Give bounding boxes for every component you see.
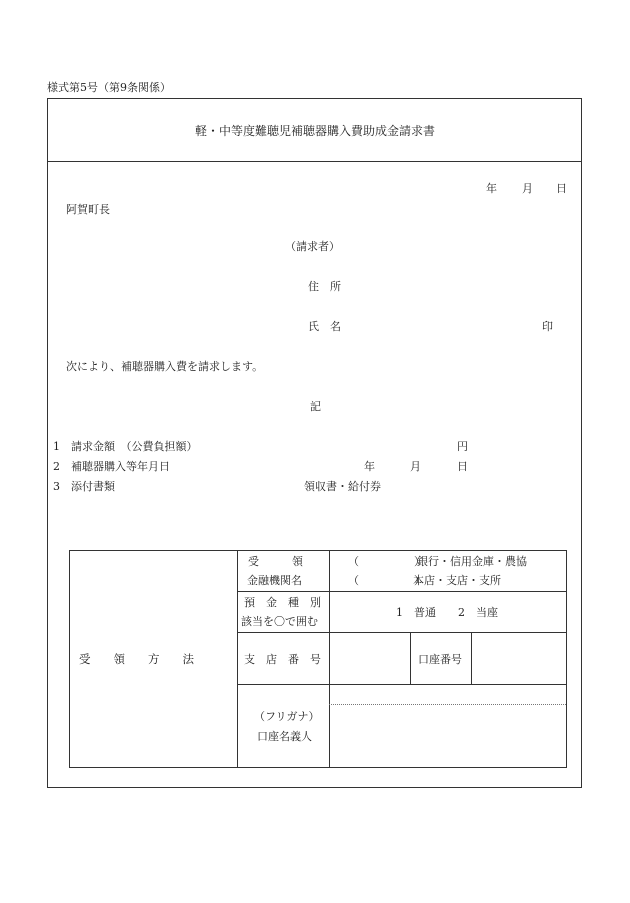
date-year: 年 (486, 182, 497, 195)
address-label: 住 所 (308, 280, 341, 293)
claimant-heading: （請求者） (285, 240, 340, 253)
item-2-year: 年 (364, 460, 375, 473)
item-2-label: 補聴器購入等年月日 (71, 460, 170, 473)
item-2-number: 2 (53, 460, 60, 473)
item-1-label: 請求金額 （公費負担額） (71, 440, 198, 453)
form-title: 軽・中等度難聴児補聴器購入費助成金請求書 (194, 124, 435, 138)
title-divider (47, 161, 582, 162)
deposit-type-options: 1 普通 2 当座 (396, 606, 498, 619)
item-3-label: 添付書類 (71, 480, 115, 493)
bank-type-options: 銀行・信用金庫・農協 (417, 555, 527, 568)
form-number: 様式第5号（第9条関係） (47, 81, 171, 94)
seal-mark: 印 (542, 320, 553, 333)
item-1-yen: 円 (457, 440, 468, 453)
ki-heading: 記 (310, 400, 321, 413)
request-statement: 次により、補聴器購入費を請求します。 (66, 360, 264, 373)
name-label: 氏 名 (308, 320, 341, 333)
account-holder-label: 口座名義人 (257, 730, 312, 743)
item-2-day: 日 (457, 460, 468, 473)
deposit-type-label-line2: 該当を〇で囲む (241, 615, 318, 628)
date-day: 日 (556, 182, 567, 195)
bank-paren-1: （ ） (348, 555, 425, 568)
account-number-label: 口座番号 (418, 653, 462, 666)
date-month: 月 (522, 182, 533, 195)
branch-type-options: 本店・支店・支所 (413, 574, 501, 587)
item-3-number: 3 (53, 480, 60, 493)
item-2-month: 月 (410, 460, 421, 473)
bank-label-line2: 金融機関名 (247, 574, 302, 587)
receipt-method-label: 受 領 方 法 (79, 652, 194, 666)
deposit-type-label-line1: 預 金 種 別 (244, 596, 321, 609)
addressee: 阿賀町長 (66, 203, 110, 216)
furigana-label: （フリガナ） (254, 710, 320, 723)
item-1-number: 1 (53, 440, 60, 453)
item-3-value: 領収書・給付券 (304, 480, 381, 493)
branch-number-label: 支 店 番 号 (244, 653, 321, 666)
bank-paren-2: （ ） (348, 574, 425, 587)
bank-label-line1: 受 領 (248, 555, 303, 568)
